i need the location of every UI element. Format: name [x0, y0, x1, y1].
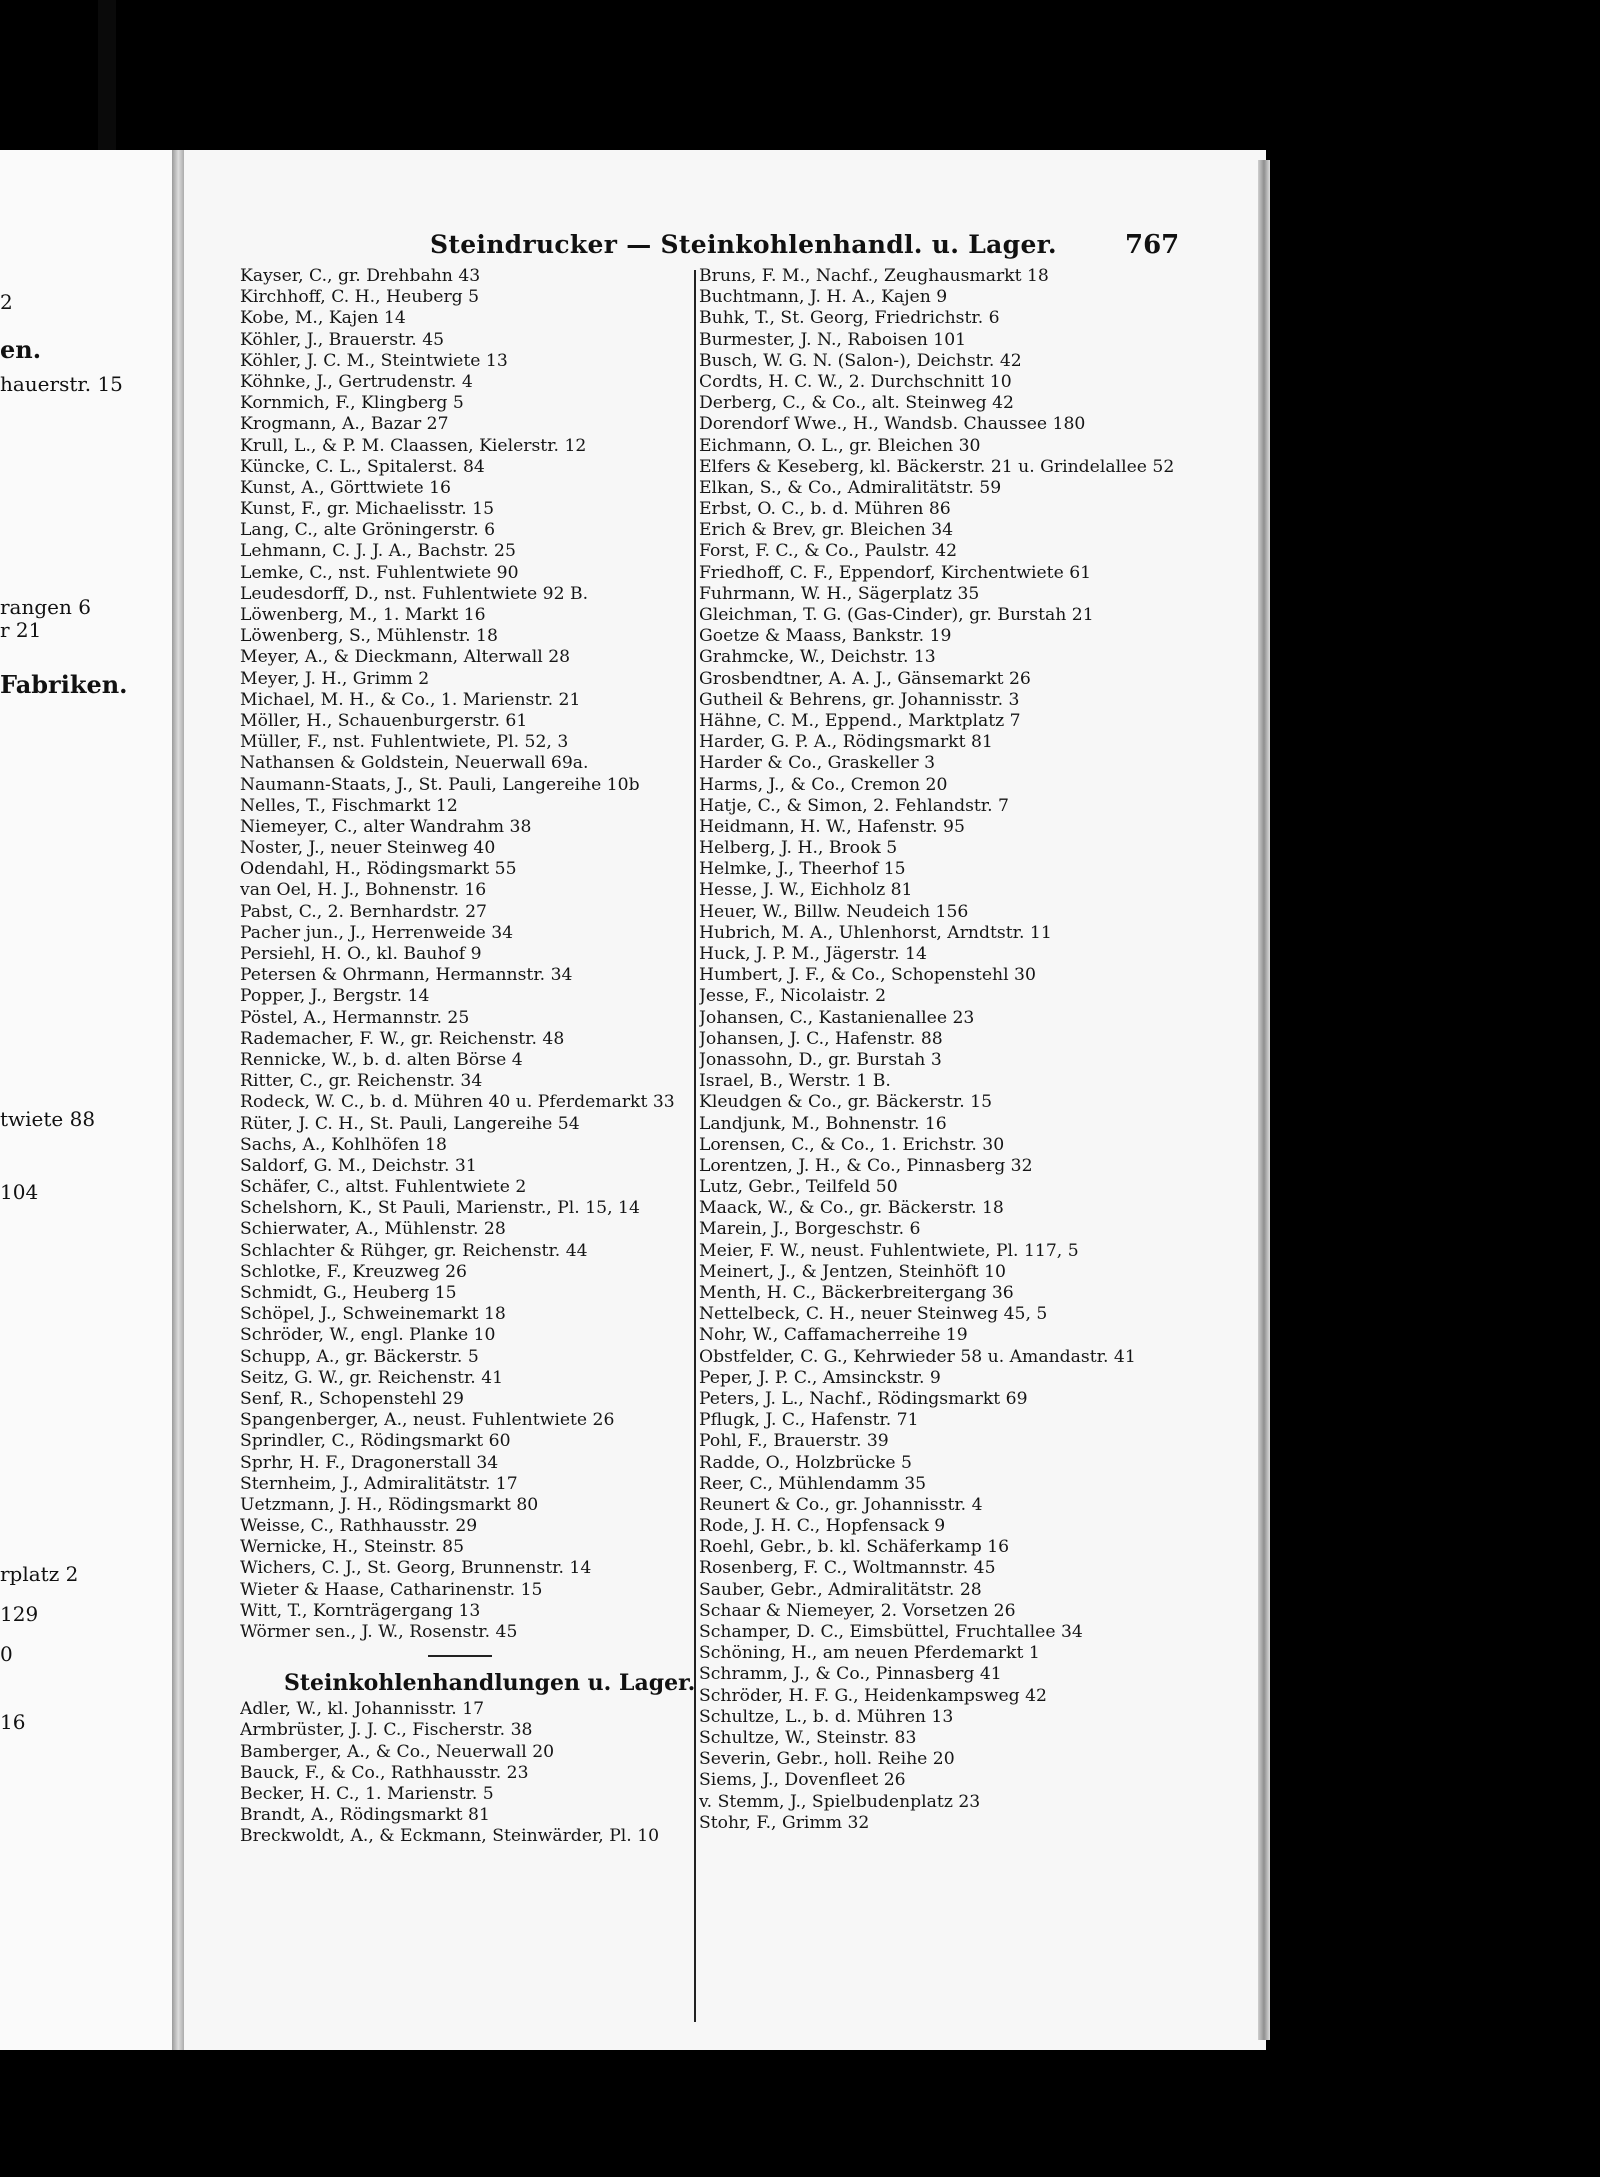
directory-entry: Gutheil & Behrens, gr. Johannisstr. 3: [699, 689, 1020, 710]
directory-entry: Lehmann, C. J. J. A., Bachstr. 25: [240, 541, 516, 562]
directory-entry: Brandt, A., Rödingsmarkt 81: [240, 1805, 490, 1826]
directory-entry: Sprhr, H. F., Dragonerstall 34: [240, 1452, 499, 1473]
directory-entry: Sternheim, J., Admiralitätstr. 17: [240, 1473, 518, 1494]
directory-entry: Schultze, L., b. d. Mühren 13: [699, 1706, 954, 1727]
left-entries: [240, 266, 735, 1643]
directory-entry: Jonassohn, D., gr. Burstah 3: [699, 1049, 942, 1070]
page-header: Steindrucker — Steinkohlenhandl. u. Lager.: [430, 230, 1057, 259]
directory-entry: Schultze, W., Steinstr. 83: [699, 1727, 917, 1748]
directory-entry: Burmester, J. N., Raboisen 101: [699, 329, 967, 350]
directory-entry: Kornmich, F., Klingberg 5: [240, 393, 464, 414]
directory-entry: Krogmann, A., Bazar 27: [240, 414, 449, 435]
directory-entry: Wörmer sen., J. W., Rosenstr. 45: [240, 1622, 518, 1642]
directory-entry: Wernicke, H., Steinstr. 85: [240, 1537, 465, 1558]
directory-entry: Derberg, C., & Co., alt. Steinweg 42: [699, 393, 1014, 414]
directory-entry: Fuhrmann, W. H., Sägerplatz 35: [699, 583, 980, 604]
directory-entry: Becker, H. C., 1. Marienstr. 5: [240, 1783, 494, 1804]
section-rule: [428, 1655, 492, 1657]
directory-entry: Küncke, C. L., Spitalerst. 84: [240, 456, 485, 477]
directory-entry: Lemke, C., nst. Fuhlentwiete 90: [240, 562, 519, 583]
directory-entry: Nohr, W., Caffamacherreihe 19: [699, 1325, 968, 1346]
directory-entry: Obstfelder, C. G., Kehrwieder 58 u. Amandastr. 41: [699, 1346, 1136, 1367]
directory-entry: Sprindler, C., Rödingsmarkt 60: [240, 1431, 511, 1452]
left-fragment: 104: [0, 1180, 39, 1204]
directory-entry: Erich & Brev, gr. Bleichen 34: [699, 520, 954, 541]
book-spine: [98, 0, 116, 150]
directory-entry: Harder, G. P. A., Rödingsmarkt 81: [699, 732, 993, 753]
directory-entry: Lang, C., alte Gröningerstr. 6: [240, 520, 496, 541]
right-column: [699, 266, 1179, 1834]
directory-entry: Nathansen & Goldstein, Neuerwall 69a.: [240, 753, 589, 774]
directory-entry: Forst, F. C., & Co., Paulstr. 42: [699, 541, 958, 562]
directory-entry: Huck, J. P. M., Jägerstr. 14: [699, 944, 927, 964]
directory-entry: Pöstel, A., Hermannstr. 25: [240, 1007, 470, 1028]
left-fragment: rangen 6: [0, 595, 91, 619]
directory-entry: Müller, F., nst. Fuhlentwiete, Pl. 52, 3: [240, 732, 569, 753]
directory-entry: Johansen, C., Kastanienallee 23: [699, 1007, 975, 1028]
directory-entry: Siems, J., Dovenfleet 26: [699, 1770, 906, 1791]
directory-entry: Eichmann, O. L., gr. Bleichen 30: [699, 435, 981, 456]
directory-entry: Lutz, Gebr., Teilfeld 50: [699, 1177, 898, 1198]
directory-entry: Grahmcke, W., Deichstr. 13: [699, 647, 936, 668]
page-number: 767: [1125, 230, 1180, 260]
section-entries: [240, 1699, 735, 1847]
directory-entry: Bruns, F. M., Nachf., Zeughausmarkt 18: [699, 266, 1049, 286]
left-fragment: 2: [0, 290, 13, 314]
directory-entry: Schamper, D. C., Eimsbüttel, Fruchtallee 34: [699, 1622, 1083, 1642]
directory-entry: v. Stemm, J., Spielbudenplatz 23: [699, 1791, 981, 1812]
directory-entry: Schierwater, A., Mühlenstr. 28: [240, 1219, 506, 1240]
directory-entry: Rüter, J. C. H., St. Pauli, Langereihe 54: [240, 1113, 580, 1134]
directory-entry: Nelles, T., Fischmarkt 12: [240, 795, 458, 816]
directory-entry: Adler, W., kl. Johannisstr. 17: [240, 1699, 485, 1720]
directory-entry: Niemeyer, C., alter Wandrahm 38: [240, 816, 532, 837]
directory-entry: Hesse, J. W., Eichholz 81: [699, 880, 913, 901]
directory-entry: Schöning, H., am neuen Pferdemarkt 1: [699, 1643, 1040, 1664]
directory-entry: Weisse, C., Rathhausstr. 29: [240, 1516, 478, 1537]
left-fragment: hauerstr. 15: [0, 372, 123, 396]
directory-entry: Hubrich, M. A., Uhlenhorst, Arndtstr. 11: [699, 922, 1052, 943]
page-edge: [1258, 160, 1270, 2040]
directory-entry: Kleudgen & Co., gr. Bäckerstr. 15: [699, 1092, 993, 1113]
directory-entry: Reunert & Co., gr. Johannisstr. 4: [699, 1494, 983, 1515]
directory-entry: Köhnke, J., Gertrudenstr. 4: [240, 371, 473, 392]
directory-entry: Buchtmann, J. H. A., Kajen 9: [699, 287, 948, 308]
directory-entry: Harder & Co., Graskeller 3: [699, 753, 936, 774]
directory-entry: Schelshorn, K., St Pauli, Marienstr., Pl. 15, 14: [240, 1198, 640, 1219]
directory-entry: Stohr, F., Grimm 32: [699, 1812, 870, 1833]
directory-entry: Senf, R., Schopenstehl 29: [240, 1388, 464, 1409]
directory-entry: Rode, J. H. C., Hopfensack 9: [699, 1516, 946, 1537]
directory-entry: Israel, B., Werstr. 1 B.: [699, 1071, 891, 1092]
directory-entry: Peters, J. L., Nachf., Rödingsmarkt 69: [699, 1388, 1028, 1409]
directory-entry: Helberg, J. H., Brook 5: [699, 838, 898, 859]
directory-entry: Cordts, H. C. W., 2. Durchschnitt 10: [699, 371, 1012, 392]
directory-entry: Grosbendtner, A. A. J., Gänsemarkt 26: [699, 668, 1031, 689]
right-entries: [699, 266, 1179, 1834]
left-fragment: rplatz 2: [0, 1562, 79, 1586]
directory-entry: Ritter, C., gr. Reichenstr. 34: [240, 1071, 483, 1092]
directory-entry: Reer, C., Mühlendamm 35: [699, 1473, 927, 1494]
directory-entry: Naumann-Staats, J., St. Pauli, Langereihe 10b: [240, 774, 640, 795]
left-fragment: Fabriken.: [0, 670, 128, 699]
directory-entry: Peper, J. P. C., Amsinckstr. 9: [699, 1367, 941, 1388]
directory-entry: Buhk, T., St. Georg, Friedrichstr. 6: [699, 308, 1000, 329]
directory-entry: Meier, F. W., neust. Fuhlentwiete, Pl. 117, 5: [699, 1240, 1079, 1261]
directory-entry: Armbrüster, J. J. C., Fischerstr. 38: [240, 1720, 533, 1741]
directory-entry: Elkan, S., & Co., Admiralitätstr. 59: [699, 477, 1002, 498]
directory-entry: Sauber, Gebr., Admiralitätstr. 28: [699, 1579, 982, 1600]
directory-entry: Rademacher, F. W., gr. Reichenstr. 48: [240, 1028, 565, 1049]
directory-entry: Löwenberg, S., Mühlenstr. 18: [240, 626, 498, 647]
left-fragment: 0: [0, 1642, 13, 1666]
directory-entry: Jesse, F., Nicolaistr. 2: [699, 986, 887, 1007]
directory-entry: Lorensen, C., & Co., 1. Erichstr. 30: [699, 1134, 1005, 1155]
directory-entry: Elfers & Keseberg, kl. Bäckerstr. 21 u. Grindelallee 52: [699, 456, 1175, 477]
directory-entry: Pohl, F., Brauerstr. 39: [699, 1431, 889, 1452]
directory-entry: Bauck, F., & Co., Rathhausstr. 23: [240, 1762, 529, 1783]
directory-entry: Radde, O., Holzbrücke 5: [699, 1452, 912, 1473]
left-fragment: en.: [0, 335, 42, 364]
directory-entry: Maack, W., & Co., gr. Bäckerstr. 18: [699, 1198, 1004, 1219]
directory-entry: Persiehl, H. O., kl. Bauhof 9: [240, 944, 482, 964]
directory-entry: Schlachter & Rühger, gr. Reichenstr. 44: [240, 1240, 588, 1261]
directory-entry: Lorentzen, J. H., & Co., Pinnasberg 32: [699, 1155, 1033, 1176]
directory-entry: Krull, L., & P. M. Claassen, Kielerstr. 12: [240, 435, 587, 456]
directory-entry: Roehl, Gebr., b. kl. Schäferkamp 16: [699, 1537, 1010, 1558]
directory-entry: Pabst, C., 2. Bernhardstr. 27: [240, 901, 487, 922]
directory-entry: Hatje, C., & Simon, 2. Fehlandstr. 7: [699, 795, 1009, 816]
directory-entry: Noster, J., neuer Steinweg 40: [240, 838, 496, 859]
directory-entry: Köhler, J. C. M., Steintwiete 13: [240, 350, 508, 371]
directory-entry: Humbert, J. F., & Co., Schopenstehl 30: [699, 965, 1036, 986]
directory-entry: Schramm, J., & Co., Pinnasberg 41: [699, 1664, 1002, 1685]
directory-entry: Löwenberg, M., 1. Markt 16: [240, 605, 486, 625]
directory-entry: Schöpel, J., Schweinemarkt 18: [240, 1304, 506, 1325]
directory-entry: Witt, T., Kornträgergang 13: [240, 1600, 481, 1621]
directory-entry: Erbst, O. C., b. d. Mühren 86: [699, 499, 951, 520]
directory-entry: Kunst, F., gr. Michaelisstr. 15: [240, 499, 495, 520]
directory-entry: Severin, Gebr., holl. Reihe 20: [699, 1749, 955, 1770]
directory-entry: Meyer, J. H., Grimm 2: [240, 668, 430, 689]
directory-entry: Bamberger, A., & Co., Neuerwall 20: [240, 1741, 555, 1762]
directory-entry: Kunst, A., Görttwiete 16: [240, 477, 451, 498]
directory-entry: Schaar & Niemeyer, 2. Vorsetzen 26: [699, 1600, 1016, 1621]
left-column: [240, 266, 735, 1848]
left-fragment: 16: [0, 1710, 26, 1734]
directory-entry: Kobe, M., Kajen 14: [240, 308, 406, 329]
directory-entry: Schröder, W., engl. Planke 10: [240, 1325, 496, 1346]
directory-entry: Leudesdorff, D., nst. Fuhlentwiete 92 B.: [240, 583, 589, 604]
directory-entry: Schmidt, G., Heuberg 15: [240, 1283, 457, 1303]
directory-entry: Köhler, J., Brauerstr. 45: [240, 329, 445, 350]
directory-entry: Sachs, A., Kohlhöfen 18: [240, 1134, 447, 1155]
directory-entry: Kirchhoff, C. H., Heuberg 5: [240, 287, 480, 308]
directory-entry: Marein, J., Borgeschstr. 6: [699, 1219, 921, 1240]
directory-entry: Kayser, C., gr. Drehbahn 43: [240, 266, 481, 286]
directory-entry: Rosenberg, F. C., Woltmannstr. 45: [699, 1558, 996, 1579]
left-fragment: twiete 88: [0, 1107, 96, 1131]
directory-entry: Schröder, H. F. G., Heidenkampsweg 42: [699, 1685, 1047, 1706]
directory-entry: van Oel, H. J., Bohnenstr. 16: [240, 880, 487, 901]
left-page-edge: [0, 150, 178, 2050]
directory-entry: Michael, M. H., & Co., 1. Marienstr. 21: [240, 689, 581, 710]
directory-entry: Saldorf, G. M., Deichstr. 31: [240, 1155, 477, 1176]
directory-entry: Meyer, A., & Dieckmann, Alterwall 28: [240, 647, 571, 668]
directory-entry: Breckwoldt, A., & Eckmann, Steinwärder, Pl. 10: [240, 1826, 660, 1847]
left-fragment: r 21: [0, 618, 42, 642]
directory-entry: Schäfer, C., altst. Fuhlentwiete 2: [240, 1177, 527, 1198]
directory-entry: Wieter & Haase, Catharinenstr. 15: [240, 1579, 543, 1600]
directory-entry: Schlotke, F., Kreuzweg 26: [240, 1261, 467, 1282]
directory-entry: Hähne, C. M., Eppend., Marktplatz 7: [699, 710, 1021, 731]
section-title: Steinkohlenhandlungen u. Lager.: [284, 1670, 696, 1697]
directory-entry: Gleichman, T. G. (Gas-Cinder), gr. Burstah 21: [699, 605, 1094, 625]
directory-entry: Johansen, J. C., Hafenstr. 88: [699, 1028, 943, 1049]
directory-entry: Schupp, A., gr. Bäckerstr. 5: [240, 1346, 479, 1367]
left-fragment: 129: [0, 1602, 39, 1626]
directory-entry: Spangenberger, A., neust. Fuhlentwiete 26: [240, 1410, 615, 1431]
directory-entry: Meinert, J., & Jentzen, Steinhöft 10: [699, 1261, 1006, 1282]
directory-entry: Heidmann, H. W., Hafenstr. 95: [699, 816, 965, 837]
directory-entry: Landjunk, M., Bohnenstr. 16: [699, 1113, 947, 1134]
directory-entry: Wichers, C. J., St. Georg, Brunnenstr. 14: [240, 1558, 592, 1579]
directory-entry: Harms, J., & Co., Cremon 20: [699, 774, 948, 795]
directory-entry: Menth, H. C., Bäckerbreitergang 36: [699, 1283, 1014, 1303]
directory-entry: Rodeck, W. C., b. d. Mühren 40 u. Pferdemarkt 33: [240, 1092, 675, 1113]
directory-entry: Busch, W. G. N. (Salon-), Deichstr. 42: [699, 350, 1022, 371]
directory-entry: Petersen & Ohrmann, Hermannstr. 34: [240, 965, 573, 986]
directory-entry: Nettelbeck, C. H., neuer Steinweg 45, 5: [699, 1304, 1048, 1325]
directory-entry: Friedhoff, C. F., Eppendorf, Kirchentwiete 61: [699, 562, 1092, 583]
directory-entry: Möller, H., Schauenburgerstr. 61: [240, 710, 528, 731]
directory-entry: Pflugk, J. C., Hafenstr. 71: [699, 1410, 919, 1431]
directory-entry: Seitz, G. W., gr. Reichenstr. 41: [240, 1367, 504, 1388]
directory-entry: Popper, J., Bergstr. 14: [240, 986, 430, 1007]
directory-entry: Heuer, W., Billw. Neudeich 156: [699, 901, 969, 922]
directory-entry: Pacher jun., J., Herrenweide 34: [240, 922, 514, 943]
directory-entry: Goetze & Maass, Bankstr. 19: [699, 626, 952, 647]
directory-entry: Uetzmann, J. H., Rödingsmarkt 80: [240, 1494, 539, 1515]
directory-entry: Dorendorf Wwe., H., Wandsb. Chaussee 180: [699, 414, 1086, 435]
directory-entry: Helmke, J., Theerhof 15: [699, 859, 906, 880]
directory-entry: Odendahl, H., Rödingsmarkt 55: [240, 859, 517, 880]
directory-entry: Rennicke, W., b. d. alten Börse 4: [240, 1049, 523, 1070]
